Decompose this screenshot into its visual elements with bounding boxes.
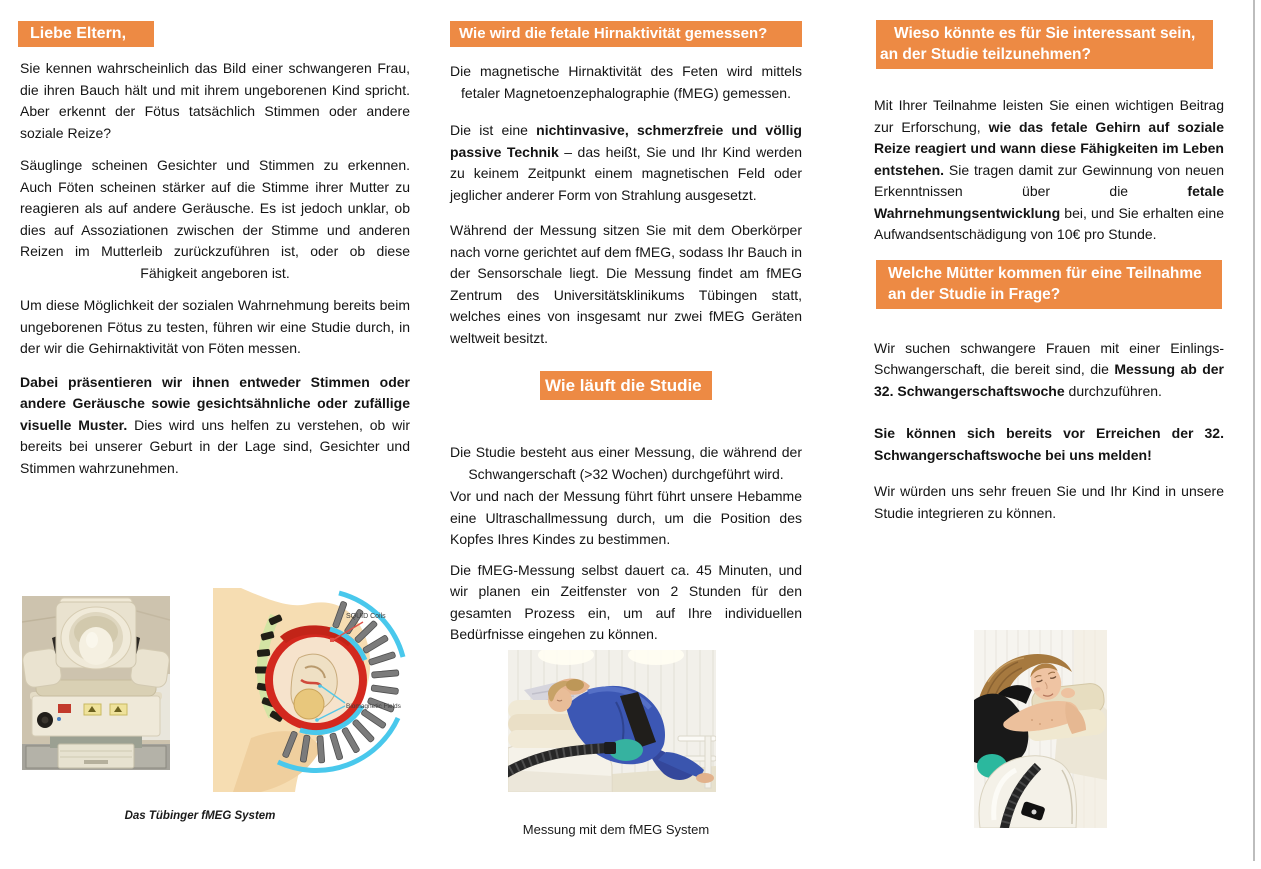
- participant-illustration: [974, 630, 1107, 828]
- study-paragraph-3: Die fMEG-Messung selbst dauert ca. 45 Minuten, und wir planen ein Zeitfenster von 2 Stunden für den gesamten Prozess ein, um auf Ihre individuellen Bedürfnisse eingehen zu können.: [450, 561, 802, 643]
- section-header-messung: Wie wird die fetale Hirnaktivität gemessen?: [450, 21, 802, 47]
- section-header-ablauf: Wie läuft die Studie: [540, 371, 712, 400]
- column-intro: [20, 0, 410, 479]
- intro-paragraph-1: Sie kennen wahrscheinlich das Bild einer schwangeren Frau, die ihren Bauch hält und mit ihrem ungeborenen Kind spricht. Aber erkennt der Fötus tatsächlich Stimmen oder andere soziale Reize?: [20, 60, 410, 141]
- measurement-illustration: [508, 650, 716, 792]
- fmeg-device-photo: [22, 596, 170, 770]
- fmeg-device-illustration: [22, 596, 170, 770]
- base-drawer: [58, 744, 134, 768]
- figure-caption-measurement: Messung mit dem fMEG System: [522, 822, 710, 837]
- foot: [696, 773, 714, 783]
- section-header-wieso: Wieso könnte es für Sie interessant sein, an der Studie teilzunehmen?: [876, 20, 1213, 69]
- figure-caption-device: Das Tübinger fMEG System: [124, 810, 276, 822]
- intro-paragraph-2: Säuglinge scheinen Gesichter und Stimmen zu erkennen. Auch Föten scheinen stärker auf die Stimme ihrer Mutter zu reagieren als auf andere Geräusche. Es ist jedoch unklar, ob dies auf Assoziationen zwischen der Stimme und anderen Reizen im Mutterleib zurückzuführen ist, oder ob diese Fähigkeit angeboren ist.: [20, 157, 410, 281]
- biomagnetic-fields-label: Biomagnetic Fields: [346, 703, 401, 710]
- column-method: [450, 0, 802, 646]
- intro-paragraph-3: Um diese Möglichkeit der sozialen Wahrnehmung bereits beim ungeborenen Fötus zu testen, führen wir eine Studie durch, in der wir die Gehirnaktivität von Föten messen.: [20, 297, 410, 356]
- column-participation: [874, 0, 1224, 524]
- study-paragraph-2: Vor und nach der Messung führt führt unsere Hebamme eine Ultraschallmessung durch, um die Position des Kopfes Ihres Kindes zu bestimmen.: [450, 488, 802, 548]
- page-edge: [1253, 0, 1255, 861]
- eligibility-paragraph-2: Sie können sich bereits vor Erreichen der 32. Schwangerschaftswoche bei uns melden!: [874, 425, 1224, 463]
- benefit-paragraph: Mit Ihrer Teilnahme leisten Sie einen wichtigen Beitrag zur Erforschung, wie das fetale Gehirn auf soziale Reize reagiert und wann diese Fähigkeiten im Leben entstehen. Sie tragen damit zur Gewinnung von neuen Erkenntnissen über die fetale Wahrnehmungsentwicklung bei, und Sie erhalten eine Aufwandsentschädigung von 10€ pro Stunde.: [874, 97, 1224, 242]
- method-paragraph-3: Während der Messung sitzen Sie mit dem Oberkörper nach vorne gerichtet auf dem fMEG, sodass Ihr Bauch in der Sensorschale liegt. Die Messung findet am fMEG Zentrum des Universitätsklinikums Tübingen statt, welches eines von insgesamt nur zwei fMEG Geräten weltweit besitzt.: [450, 222, 802, 346]
- fetus-head: [294, 689, 324, 719]
- eligibility-paragraph-1: Wir suchen schwangere Frauen mit einer Einlings-Schwangerschaft, die bereit sind, die Messung ab der 32. Schwangerschaftswoche durchzuführen.: [874, 339, 1224, 399]
- measurement-photo: [508, 650, 716, 792]
- squid-coils-label: SQUID Coils: [346, 613, 386, 620]
- method-paragraph-1: Die magnetische Hirnaktivität des Feten wird mittels fetaler Magnetoenzephalographie (fMEG) gemessen.: [450, 63, 802, 101]
- section-header-ablauf-wrap: [450, 357, 802, 419]
- study-paragraph-1: Die Studie besteht aus einer Messung, die während der Schwangerschaft (>32 Wochen) durchgeführt wird.: [450, 444, 802, 482]
- method-paragraph-2: Die ist eine nichtinvasive, schmerzfreie und völlig passive Technik – das heißt, Sie und Ihr Kind werden zu keinem Zeitpunkt einem magnetischen Feld oder jeglicher anderer Form von Strahlung ausgesetzt.: [450, 122, 802, 203]
- section-header-liebe-eltern: Liebe Eltern,: [18, 21, 154, 47]
- eligibility-paragraph-3: Wir würden uns sehr freuen Sie und Ihr Kind in unsere Studie integrieren zu können.: [874, 483, 1224, 521]
- fetus-diagram: [213, 588, 411, 792]
- intro-paragraph-4: Dabei präsentieren wir ihnen entweder Stimmen oder andere Geräusche sowie gesichtsähnliche oder zufällige visuelle Muster. Dies wird uns helfen zu verstehen, ob wir bereits bei unserer Geburt in der Lage sind, Gesichter und Stimmen wahrzunehmen.: [20, 373, 410, 476]
- fetus-diagram-illustration: [213, 588, 411, 792]
- participant-photo: [974, 630, 1107, 828]
- hand: [1061, 688, 1075, 698]
- warning-label-red: [58, 704, 71, 713]
- section-header-welche-muetter: Welche Mütter kommen für eine Teilnahme an der Studie in Frage?: [876, 260, 1222, 309]
